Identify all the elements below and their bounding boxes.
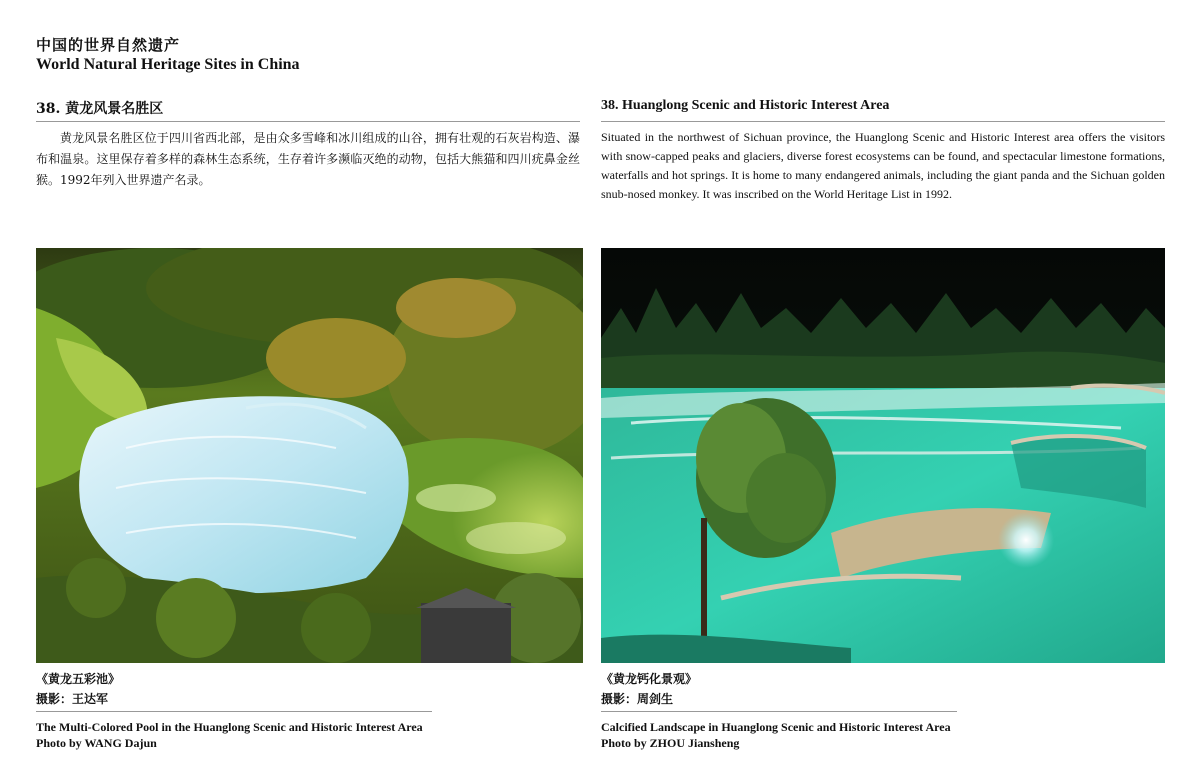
page-title-cn: 中国的世界自然遗产 <box>36 36 181 54</box>
caption-divider-right <box>601 711 957 712</box>
page-title-en: World Natural Heritage Sites in China <box>36 56 300 73</box>
caption-divider-left <box>36 711 432 712</box>
caption-title-cn-right: 《黄龙钙化景观》 <box>601 672 698 686</box>
caption-title-en-left: The Multi-Colored Pool in the Huanglong Scenic and Historic Interest Area <box>36 720 423 734</box>
photo-multicolored-pool <box>36 248 583 663</box>
caption-title-cn-left: 《黄龙五彩池》 <box>36 672 121 686</box>
photographer-en-right: Photo by ZHOU Jiansheng <box>601 736 740 750</box>
photographer-cn-left: 摄影：王达军 <box>36 692 109 706</box>
section-title-en: 38. Huanglong Scenic and Historic Interest Area <box>601 98 890 113</box>
section-divider-en <box>601 121 1165 122</box>
description-en: Situated in the northwest of Sichuan province, the Huanglong Scenic and Historic Interest area offers the visitors with snow-capped peaks and glaciers, diverse forest ecosystems can be found, and spectacular limestone formations, waterfalls and hot springs. It is home to many endangered animals, including the giant panda and the Sichuan golden snub-nosed monkey. It was inscribed on the World Heritage List in 1992. <box>601 130 1165 201</box>
photographer-en-left: Photo by WANG Dajun <box>36 736 157 750</box>
section-title-cn: 38. 黄龙风景名胜区 <box>36 101 164 117</box>
section-divider-cn <box>36 121 580 122</box>
description-cn: 黄龙风景名胜区位于四川省西北部，是由众多雪峰和冰川组成的山谷，拥有壮观的石灰岩构造、瀑布和温泉。这里保存着多样的森林生态系统，生存着许多濒临灭绝的动物，包括大熊猫和四川疣鼻金丝猴。1992年列入世界遗产名录。 <box>36 131 580 187</box>
caption-en-right <box>601 719 951 751</box>
photographer-cn-right: 摄影：周剑生 <box>601 692 674 706</box>
caption-en-left <box>36 719 423 751</box>
caption-title-en-right: Calcified Landscape in Huanglong Scenic and Historic Interest Area <box>601 720 951 734</box>
photo-calcified-landscape <box>601 248 1165 663</box>
